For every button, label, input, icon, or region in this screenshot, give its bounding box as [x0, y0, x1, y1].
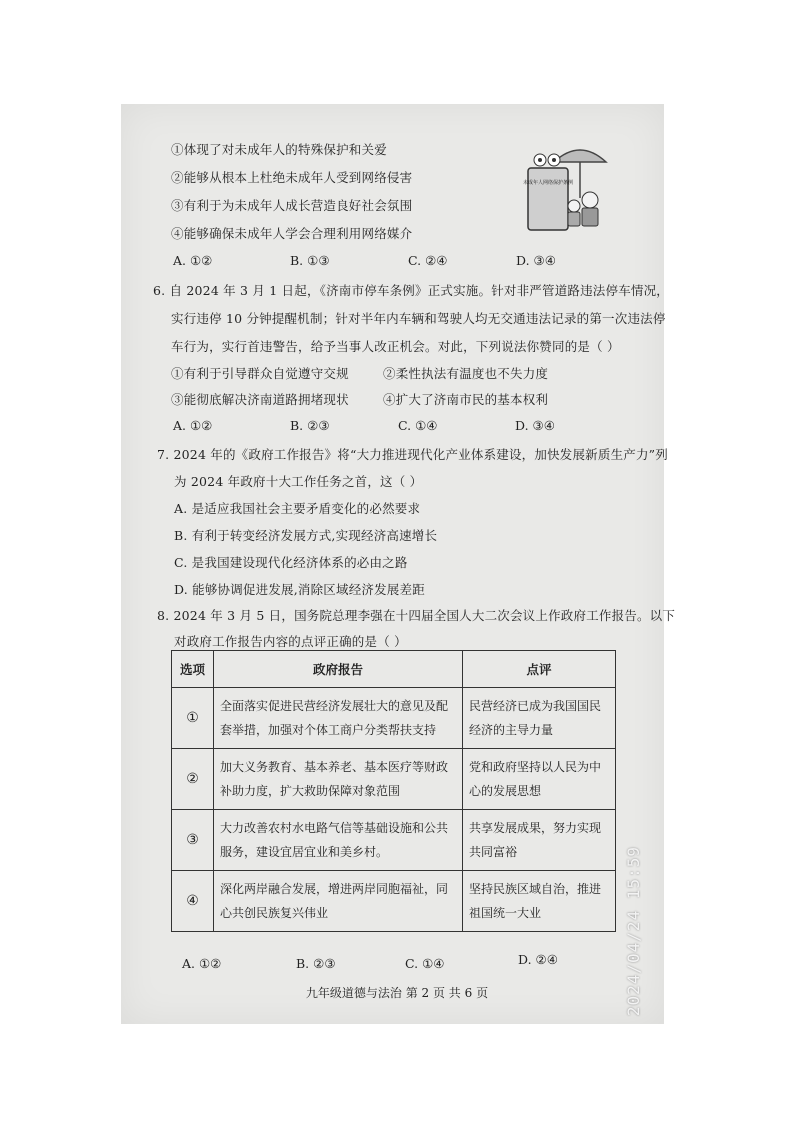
table-cell-comment: 党和政府坚持以人民为中心的发展思想 [469, 760, 602, 798]
q6-stem-line-3: 车行为，实行首违警告，给予当事人改正机会。对此，下列说法你赞同的是（ ） [171, 339, 620, 354]
table-header-row [172, 651, 616, 688]
q5-option-c: C. ②④ [408, 253, 448, 268]
q5-item-1: ①体现了对未成年人的特殊保护和关爱 [171, 142, 387, 157]
q8-options-table [171, 650, 616, 932]
table-header-option: 选项 [172, 651, 214, 688]
table-header-report: 政府报告 [214, 651, 463, 688]
q6-option-b: B. ②③ [290, 418, 330, 433]
q5-item-3: ③有利于为未成年人成长营造良好社会氛围 [171, 198, 413, 213]
table-cell-option: ② [172, 749, 214, 810]
q7-stem-line-1: 7. 2024 年的《政府工作报告》将“大力推进现代化产业体系建设，加快发展新质生产力”列 [157, 447, 668, 462]
q5-item-4: ④能够确保未成年人学会合理利用网络媒介 [171, 226, 413, 241]
q8-option-a: A. ①② [182, 956, 222, 971]
umbrella-cartoon-illustration [518, 140, 608, 238]
q8-option-c: C. ①④ [405, 956, 445, 971]
q5-option-a: A. ①② [173, 253, 213, 268]
page-footer: 九年级道德与法治 第 2 页 共 6 页 [305, 986, 489, 1000]
q6-item-2: ②柔性执法有温度也不失力度 [383, 366, 549, 381]
table-cell-report: 深化两岸融合发展，增进两岸同胞福祉，同心共创民族复兴伟业 [220, 882, 449, 920]
table-cell-option: ① [172, 688, 214, 749]
q7-stem-line-2: 为 2024 年政府十大工作任务之首，这（ ） [174, 474, 423, 489]
table-row [172, 810, 616, 871]
table-cell-report: 全面落实促进民营经济发展壮大的意见及配套举措，加强对个体工商户分类帮扶支持 [220, 699, 449, 737]
table-cell-comment: 共享发展成果，努力实现共同富裕 [469, 821, 602, 859]
q8-option-b: B. ②③ [296, 956, 336, 971]
photo-timestamp: 2024/04/24 15:59 [624, 846, 643, 1017]
table-cell-report: 大力改善农村水电路气信等基础设施和公共服务，建设宜居宜业和美乡村。 [220, 821, 449, 859]
table-row [172, 749, 616, 810]
q6-option-a: A. ①② [173, 418, 213, 433]
illustration-book-title: 未成年人网络保护条例 [522, 180, 574, 186]
q8-stem-line-1: 8. 2024 年 3 月 5 日，国务院总理李强在十四届全国人大二次会议上作政府工作报告。以下 [157, 608, 676, 623]
q6-option-d: D. ③④ [515, 418, 555, 433]
table-cell-comment: 民营经济已成为我国国民经济的主导力量 [469, 699, 602, 737]
q7-option-c: C. 是我国建设现代化经济体系的必由之路 [174, 555, 408, 570]
q8-option-d: D. ②④ [518, 952, 558, 967]
table-row [172, 871, 616, 932]
q5-item-2: ②能够从根本上杜绝未成年人受到网络侵害 [171, 170, 413, 185]
q5-option-d: D. ③④ [516, 253, 556, 268]
q7-option-b: B. 有利于转变经济发展方式,实现经济高速增长 [174, 528, 438, 543]
table-cell-option: ③ [172, 810, 214, 871]
q6-item-4: ④扩大了济南市民的基本权利 [383, 392, 549, 407]
q5-option-b: B. ①③ [290, 253, 330, 268]
q6-stem-line-1: 6. 自 2024 年 3 月 1 日起，《济南市停车条例》正式实施。针对非严管道路违法停车情况， [153, 283, 670, 298]
table-cell-report: 加大义务教育、基本养老、基本医疗等财政补助力度，扩大救助保障对象范围 [220, 760, 449, 798]
table-cell-option: ④ [172, 871, 214, 932]
table-row [172, 688, 616, 749]
q6-option-c: C. ①④ [398, 418, 438, 433]
q6-item-3: ③能彻底解决济南道路拥堵现状 [171, 392, 349, 407]
q7-option-d: D. 能够协调促进发展,消除区域经济发展差距 [174, 582, 425, 597]
q6-item-1: ①有利于引导群众自觉遵守交规 [171, 366, 349, 381]
table-cell-comment: 坚持民族区域自治，推进祖国统一大业 [469, 882, 602, 920]
q6-stem-line-2: 实行违停 10 分钟提醒机制；针对半年内车辆和驾驶人均无交通违法记录的第一次违法停 [171, 311, 666, 326]
table-header-comment: 点评 [463, 651, 616, 688]
q7-option-a: A. 是适应我国社会主要矛盾变化的必然要求 [174, 501, 421, 516]
q8-stem-line-2: 对政府工作报告内容的点评正确的是（ ） [174, 634, 407, 649]
